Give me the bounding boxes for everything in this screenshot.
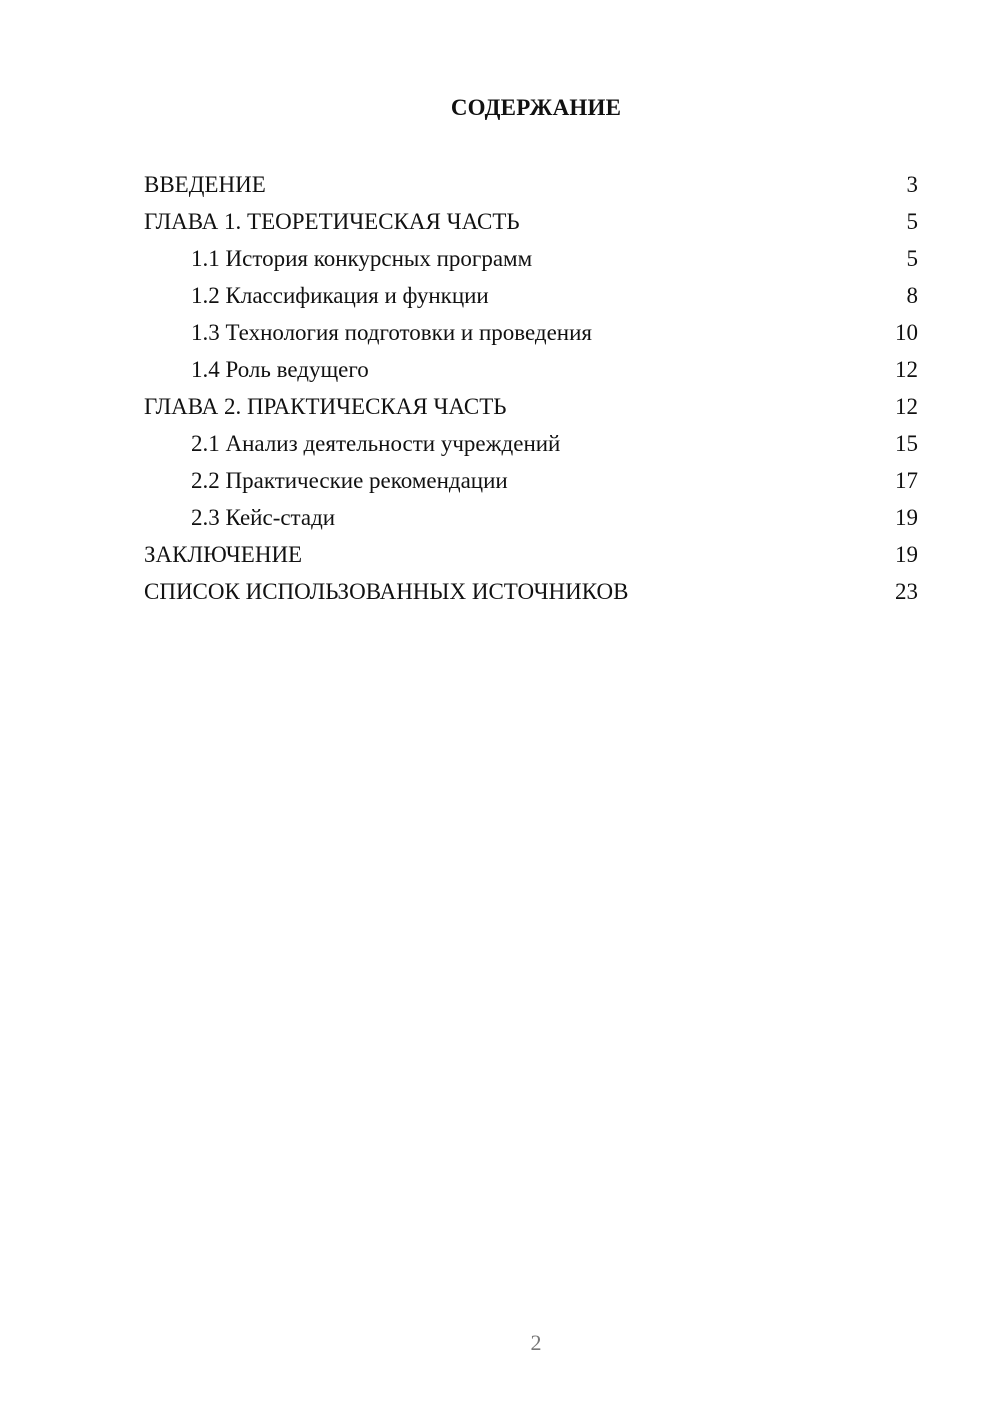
toc-entry-page-number: 19 xyxy=(895,505,918,530)
toc-entry-section-1-3 xyxy=(144,314,918,351)
toc-entry-section-1-4 xyxy=(144,351,918,388)
toc-entry-page-number: 12 xyxy=(895,357,918,382)
toc-entry-section-2-3 xyxy=(144,499,918,536)
toc-entry-label: 1.2 Классификация и функции xyxy=(191,283,489,308)
toc-entry-page-number: 23 xyxy=(895,579,918,604)
toc-entry-conclusion xyxy=(144,536,918,573)
toc-entry-label: ГЛАВА 2. ПРАКТИЧЕСКАЯ ЧАСТЬ xyxy=(144,394,507,419)
toc-entry-section-1-1 xyxy=(144,240,918,277)
toc-entry-label: ЗАКЛЮЧЕНИЕ xyxy=(144,542,303,567)
toc-entry-introduction xyxy=(144,166,918,203)
toc-entry-label: 1.3 Технология подготовки и проведения xyxy=(191,320,592,345)
toc-entry-section-2-1 xyxy=(144,425,918,462)
toc-entry-label: 2.1 Анализ деятельности учреждений xyxy=(191,431,561,456)
toc-entry-chapter-2 xyxy=(144,388,918,425)
toc-entry-chapter-1 xyxy=(144,203,918,240)
toc-entry-label: ВВЕДЕНИЕ xyxy=(144,172,266,197)
toc-entry-section-1-2 xyxy=(144,277,918,314)
table-of-contents xyxy=(144,166,918,610)
toc-entry-page-number: 3 xyxy=(906,172,918,197)
toc-entry-label: СПИСОК ИСПОЛЬЗОВАННЫХ ИСТОЧНИКОВ xyxy=(144,579,629,604)
toc-entry-page-number: 15 xyxy=(895,431,918,456)
toc-entry-page-number: 5 xyxy=(906,246,918,271)
toc-entry-references xyxy=(144,573,918,610)
toc-entry-label: 2.2 Практические рекомендации xyxy=(191,468,508,493)
toc-entry-label: 2.3 Кейс-стади xyxy=(191,505,336,530)
toc-entry-page-number: 8 xyxy=(906,283,918,308)
toc-entry-section-2-2 xyxy=(144,462,918,499)
toc-entry-page-number: 5 xyxy=(906,209,918,234)
toc-entry-page-number: 17 xyxy=(895,468,918,493)
toc-entry-label: 1.4 Роль ведущего xyxy=(191,357,369,382)
toc-entry-page-number: 12 xyxy=(895,394,918,419)
toc-entry-page-number: 10 xyxy=(895,320,918,345)
toc-entry-page-number: 19 xyxy=(895,542,918,567)
toc-entry-label: 1.1 История конкурсных программ xyxy=(191,246,533,271)
page-title: СОДЕРЖАНИЕ xyxy=(450,95,622,120)
page-number: 2 xyxy=(530,1330,542,1355)
toc-entry-label: ГЛАВА 1. ТЕОРЕТИЧЕСКАЯ ЧАСТЬ xyxy=(144,209,520,234)
